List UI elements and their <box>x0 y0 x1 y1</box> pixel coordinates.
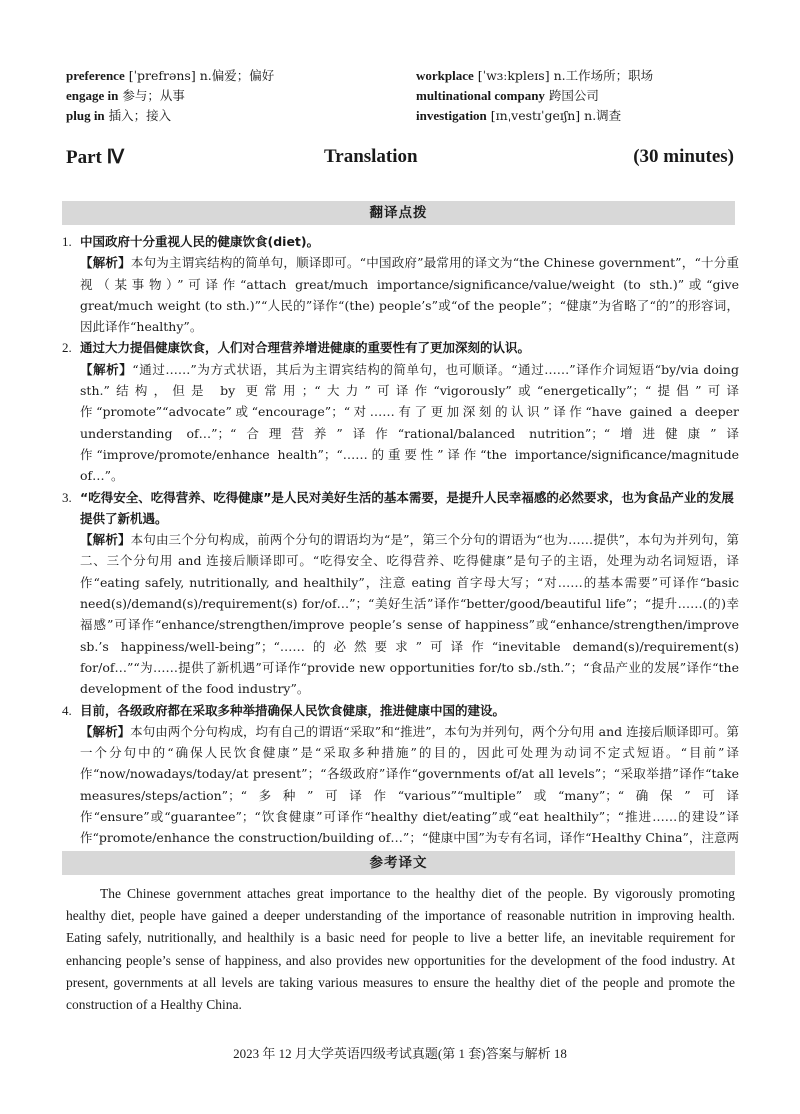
analysis-text: 本句由两个分句构成，均有自己的谓语“采取”和“推进”，本句为并列句，两个分句用 and 连接后顺译即可。第一个分句中的“确保人民饮食健康”是“采取多种措施”的目的，因此可处理为动词不定式短语。“目前”译作“now/nowadays/today/at present”；“各级政府”译作“governments of/at all levels”；“采取举措”译作“take measures/steps/action”；“多种”可译作“various”“multiple”或“many”；“确保”可译作“ensure”或“guarantee”；“饮食健康”可译作“healthy diet/eating”或“eat healthily”；“推进……的建设”译作“promote/enhance the construction/building of…”；“健康中国”为专有名词，译作“Healthy China”，注意两 <box>80 723 739 846</box>
vocab-term: multinational company <box>416 88 545 103</box>
question-text: 中国政府十分重视人民的健康饮食(diet)。 <box>80 234 320 249</box>
section-header-translation-tips: 翻译点拨 <box>62 201 735 225</box>
translation-items <box>62 231 739 870</box>
analysis-tag: 【解析】 <box>80 723 131 739</box>
vocabulary-column-right <box>416 66 746 126</box>
translation-item <box>62 231 739 337</box>
vocab-entry <box>66 66 416 86</box>
translation-item <box>62 337 739 486</box>
part-heading <box>66 146 734 172</box>
analysis-text: 本句由三个分句构成，前两个分句的谓语均为“是”，第三个分句的谓语为“也为……提供”，本句为并列句，第二、三个分句用 and 连接后顺译即可。“吃得安全、吃得营养、吃得健康”是句子的主语，处理为动名词短语，译作“eating safely, nutritionally, and healthily”，注意 eating 首字母大写；“对……的基本需要”可译作“basic need(s)/demand(s)/requirement(s) for/of…”；“美好生活”译作“better/good/beautiful life”；“提升……(的)幸福感”可译作“enhance/strengthen/improve people’s sense of happiness”或“enhance/strengthen/improve sb.’s happiness/well-being”；“……的必然要求”可译作“inevitable demand(s)/requirement(s) for/of…”“为……提供了新机遇”可译作“provide new opportunities for/to sb./sth.”；“食品产业的发展”译作“the development of the food industry”。 <box>80 532 739 697</box>
vocab-term: plug in <box>66 108 105 123</box>
vocabulary-column-left <box>66 66 416 126</box>
translation-item <box>62 487 739 700</box>
analysis-tag: 【解析】 <box>80 361 133 377</box>
item-analysis <box>62 359 739 487</box>
item-number: 3. <box>62 489 72 505</box>
item-question <box>62 337 739 358</box>
analysis-text: “通过……”为方式状语，其后为主谓宾结构的简单句，也可顺译。“通过……”译作介词短语“by/via doing sth.”结构，但是 by 更常用；“大力”可译作“vigorously”或“energetically”；“提倡”可译作“promote”“advocate”或“encourage”；“对……有了更加深刻的认识”译作“have gained a deeper understanding of…”；“合理营养”译作“rational/balanced nutrition”；“增进健康”译作“improve/promote/enhance health”；“……的重要性”译作“the importance/significance/magnitude of…”。 <box>80 361 739 484</box>
item-question <box>62 231 739 252</box>
vocab-term: investigation <box>416 108 487 123</box>
item-question <box>62 700 739 721</box>
item-number: 2. <box>62 340 72 356</box>
vocab-term: engage in <box>66 88 119 103</box>
vocab-entry <box>416 106 746 126</box>
vocab-definition: [ɪnˌvestɪˈgeɪʃn] n.调查 <box>486 108 622 123</box>
vocab-entry <box>66 106 416 126</box>
item-number: 4. <box>62 702 72 718</box>
question-text: 目前，各级政府都在采取多种举措确保人民饮食健康，推进健康中国的建设。 <box>80 702 506 718</box>
analysis-tag: 【解析】 <box>80 532 131 548</box>
translation-item <box>62 700 739 870</box>
vocabulary-list <box>66 66 746 126</box>
vocab-term: preference <box>66 68 125 83</box>
vocab-entry <box>66 86 416 106</box>
vocab-definition: [ˈwɜːkpleɪs] n.工作场所；职场 <box>473 68 654 83</box>
part-label: Part Ⅳ <box>66 147 125 168</box>
vocab-entry <box>416 86 746 106</box>
vocab-term: workplace <box>416 68 474 83</box>
analysis-text: 本句为主谓宾结构的简单句，顺译即可。“中国政府”最常用的译文为“the Chinese government”，“十分重视（某事物）”可译作“attach great/much importance/significance/value/weight (to sth.)”或“give great/much weight (to sth.)”“人民的”译作“(the) people’s”或“of the people”；“健康”为省略了“的”的形容词，因此译作“healthy”。 <box>80 255 739 335</box>
question-text: “吃得安全、吃得营养、吃得健康”是人民对美好生活的基本需要，是提升人民幸福感的必然要求，也为食品产业的发展提供了新机遇。 <box>80 489 734 526</box>
vocab-definition: 跨国公司 <box>544 88 599 103</box>
vocab-entry <box>416 66 746 86</box>
vocab-definition: 插入；接入 <box>104 108 172 123</box>
reference-translation: The Chinese government attaches great importance to the healthy diet of the people. By vigorously promoting healthy diet, people have gained a deeper understanding of the importance of reasonable nutrition in improving health. Eating safely, nutritionally, and healthily is a basic need for people to live a better life, an inevitable requirement for enhancing people’s sense of happiness, and also provides new opportunities for the development of the food industry. At present, governments at all levels are taking various measures to ensure the healthy diet of the people and promote the construction of a Healthy China. <box>66 886 735 1013</box>
part-time: (30 minutes) <box>633 146 734 167</box>
item-analysis <box>62 529 739 699</box>
analysis-tag: 【解析】 <box>80 255 131 271</box>
vocab-definition: [ˈprefrəns] n.偏爱；偏好 <box>124 68 275 83</box>
item-analysis <box>62 721 739 870</box>
item-analysis <box>62 252 739 337</box>
page-footer: 2023 年 12 月大学英语四级考试真题(第 1 套)答案与解析 18 <box>233 1046 567 1061</box>
section-header-reference-translation: 参考译文 <box>62 851 735 875</box>
part-title: Translation <box>324 146 418 167</box>
vocab-definition: 参与；从事 <box>118 88 185 103</box>
item-number: 1. <box>62 234 72 249</box>
item-question <box>62 487 739 530</box>
question-text: 通过大力提倡健康饮食，人们对合理营养增进健康的重要性有了更加深刻的认识。 <box>80 340 531 356</box>
